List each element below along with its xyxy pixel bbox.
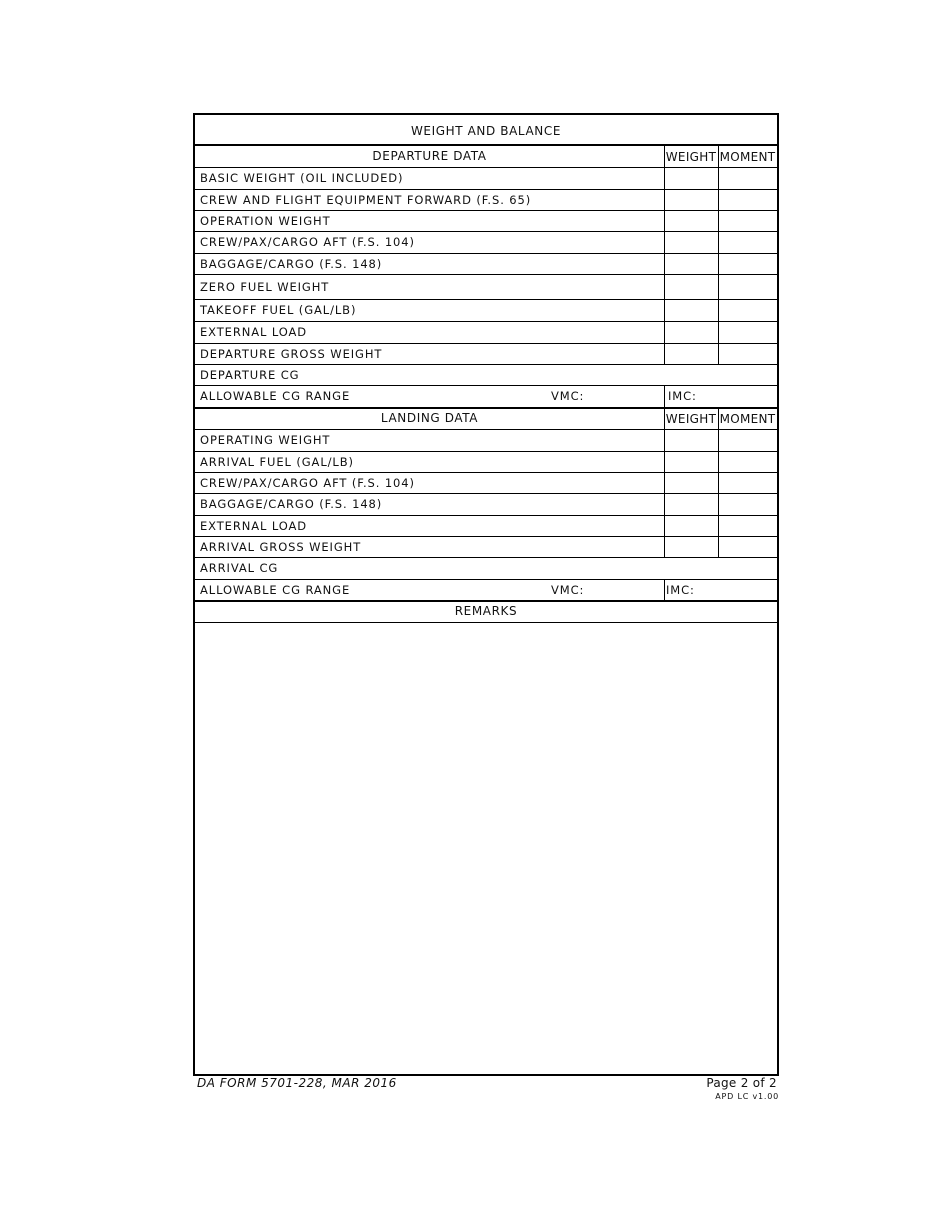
departure-row-label: EXTERNAL LOAD <box>200 325 308 339</box>
landing-moment-field[interactable] <box>719 430 776 450</box>
row-divider <box>195 622 777 623</box>
row-divider <box>195 600 777 602</box>
departure-weight-field[interactable] <box>665 275 717 298</box>
column-divider <box>664 579 665 600</box>
landing-moment-field[interactable] <box>719 452 776 471</box>
page-number: Page 2 of 2 <box>706 1076 777 1090</box>
departure-weight-field[interactable] <box>665 232 717 252</box>
departure-cg-range-label: ALLOWABLE CG RANGE <box>200 389 351 403</box>
landing-row-label: OPERATING WEIGHT <box>200 433 331 447</box>
departure-row-label: CREW/PAX/CARGO AFT (F.S. 104) <box>200 235 415 249</box>
landing-row-label: BAGGAGE/CARGO (F.S. 148) <box>200 497 383 511</box>
landing-moment-field[interactable] <box>719 473 776 492</box>
landing-weight-field[interactable] <box>665 537 717 556</box>
landing-vmc-field[interactable] <box>590 580 663 599</box>
departure-row-label: BAGGAGE/CARGO (F.S. 148) <box>200 256 383 271</box>
departure-row-label: TAKEOFF FUEL (GAL/LB) <box>200 303 357 317</box>
row-divider <box>195 144 777 146</box>
landing-cg-field[interactable] <box>665 558 776 578</box>
landing-imc-label: IMC: <box>666 583 695 597</box>
form-id: DA FORM 5701-228, MAR 2016 <box>197 1076 397 1090</box>
departure-moment-field[interactable] <box>719 300 776 320</box>
departure-row-label: OPERATION WEIGHT <box>200 213 331 228</box>
landing-weight-field[interactable] <box>665 473 717 492</box>
departure-row-label: CREW AND FLIGHT EQUIPMENT FORWARD (F.S. 65) <box>200 192 532 207</box>
departure-weight-field[interactable] <box>665 254 717 273</box>
landing-weight-field[interactable] <box>665 516 717 535</box>
landing-weight-field[interactable] <box>665 430 717 450</box>
landing-moment-field[interactable] <box>719 494 776 514</box>
departure-weight-field[interactable] <box>665 190 717 209</box>
landing-moment-field[interactable] <box>719 537 776 556</box>
landing-row-label: ARRIVAL GROSS WEIGHT <box>200 539 362 554</box>
departure-weight-col: WEIGHT <box>665 150 717 164</box>
landing-vmc-label: VMC: <box>551 583 585 597</box>
landing-row-label: ARRIVAL FUEL (GAL/LB) <box>200 454 354 469</box>
departure-moment-field[interactable] <box>719 322 776 342</box>
landing-weight-col: WEIGHT <box>665 412 717 426</box>
departure-moment-col: MOMENT <box>719 150 776 164</box>
landing-row-label: EXTERNAL LOAD <box>200 518 308 533</box>
remarks-header: REMARKS <box>454 604 518 618</box>
landing-header: LANDING DATA <box>380 411 479 425</box>
remarks-field[interactable] <box>197 624 775 1074</box>
departure-row-label: ZERO FUEL WEIGHT <box>200 279 330 294</box>
departure-cg-label: DEPARTURE CG <box>200 368 300 382</box>
row-divider <box>195 579 777 580</box>
row-divider <box>195 385 777 386</box>
form-version: APD LC v1.00 <box>715 1092 779 1101</box>
landing-cg-range-label: ALLOWABLE CG RANGE <box>200 583 351 597</box>
departure-moment-field[interactable] <box>719 254 776 273</box>
departure-moment-field[interactable] <box>719 190 776 209</box>
landing-imc-field[interactable] <box>698 580 776 599</box>
landing-row-label: CREW/PAX/CARGO AFT (F.S. 104) <box>200 475 415 490</box>
departure-moment-field[interactable] <box>719 168 776 188</box>
form-title: WEIGHT AND BALANCE <box>410 124 562 138</box>
landing-weight-field[interactable] <box>665 494 717 514</box>
departure-vmc-label: VMC: <box>551 389 585 403</box>
departure-moment-field[interactable] <box>719 232 776 252</box>
departure-header: DEPARTURE DATA <box>372 149 487 163</box>
departure-weight-field[interactable] <box>665 300 717 320</box>
departure-weight-field[interactable] <box>665 211 717 230</box>
departure-weight-field[interactable] <box>665 322 717 342</box>
departure-weight-field[interactable] <box>665 168 717 188</box>
column-divider <box>664 385 665 407</box>
departure-vmc-field[interactable] <box>590 386 663 406</box>
weight-balance-form <box>193 113 779 1076</box>
departure-cg-field[interactable] <box>665 365 776 384</box>
departure-row-label: DEPARTURE GROSS WEIGHT <box>200 346 383 361</box>
landing-weight-field[interactable] <box>665 452 717 471</box>
landing-moment-col: MOMENT <box>719 412 776 426</box>
departure-moment-field[interactable] <box>719 344 776 363</box>
row-divider <box>195 407 777 409</box>
departure-imc-label: IMC: <box>668 389 697 403</box>
landing-moment-field[interactable] <box>719 516 776 535</box>
departure-moment-field[interactable] <box>719 211 776 230</box>
departure-moment-field[interactable] <box>719 275 776 298</box>
departure-row-label: BASIC WEIGHT (OIL INCLUDED) <box>200 171 404 185</box>
departure-imc-field[interactable] <box>698 386 776 406</box>
landing-cg-label: ARRIVAL CG <box>200 561 279 575</box>
departure-weight-field[interactable] <box>665 344 717 363</box>
